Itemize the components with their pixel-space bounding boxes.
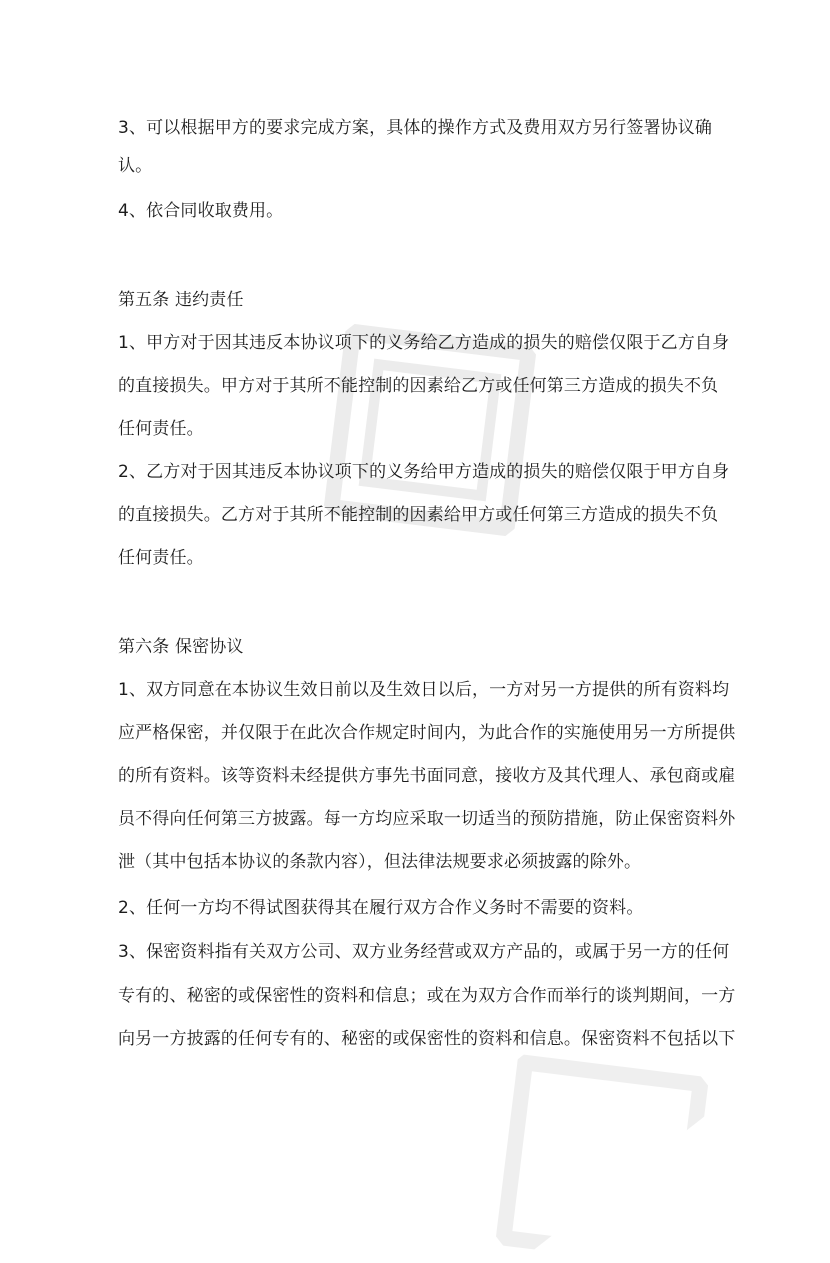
paragraph-line: 任何责任。 (118, 419, 204, 439)
section-heading: 第五条 违约责任 (118, 290, 244, 310)
paragraph-line: 的直接损失。乙方对于其所不能控制的因素给甲方或任何第三方造成的损失不负 (118, 505, 719, 525)
paragraph-line: 1、甲方对于因其违反本协议项下的义务给乙方造成的损失的赔偿仅限于乙方自身 (118, 333, 730, 353)
paragraph-line: 的直接损失。甲方对于其所不能控制的因素给乙方或任何第三方造成的损失不负 (118, 376, 719, 396)
paragraph-line: 4、依合同收取费用。 (118, 201, 284, 221)
diamond-watermark-icon (248, 248, 613, 613)
paragraph-line: 2、任何一方均不得试图获得其在履行双方合作义务时不需要的资料。 (118, 898, 644, 918)
paragraph-line: 员不得向任何第三方披露。每一方均应采取一切适当的预防措施，防止保密资料外 (118, 809, 736, 829)
paragraph-line: 认。 (118, 156, 153, 176)
section-heading: 第六条 保密协议 (118, 637, 244, 657)
paragraph-line: 泄（其中包括本协议的条款内容），但法律法规要求必须披露的除外。 (118, 852, 642, 872)
paragraph-line: 的所有资料。该等资料未经提供方事先书面同意，接收方及其代理人、承包商或雇 (118, 766, 736, 786)
paragraph-line: 专有的、秘密的或保密性的资料和信息；或在为双方合作而举行的谈判期间，一方 (118, 986, 736, 1006)
paragraph-line: 3、可以根据甲方的要求完成方案，具体的操作方式及费用双方另行签署协议确 (118, 118, 713, 138)
paragraph-line: 2、乙方对于因其违反本协议项下的义务给甲方造成的损失的赔偿仅限于甲方自身 (118, 462, 730, 482)
paragraph-line: 1、双方同意在本协议生效日前以及生效日以后，一方对另一方提供的所有资料均 (118, 680, 730, 700)
paragraph-line: 向另一方披露的任何专有的、秘密的或保密性的资料和信息。保密资料不包括以下 (118, 1029, 736, 1049)
paragraph-line: 3、保密资料指有关双方公司、双方业务经营或双方产品的，或属于另一方的任何 (118, 942, 730, 962)
paragraph-line: 应严格保密，并仅限于在此次合作规定时间内，为此合作的实施使用另一方所提供 (118, 723, 736, 743)
paragraph-line: 任何责任。 (118, 548, 204, 568)
diamond-watermark-icon (418, 977, 721, 1263)
